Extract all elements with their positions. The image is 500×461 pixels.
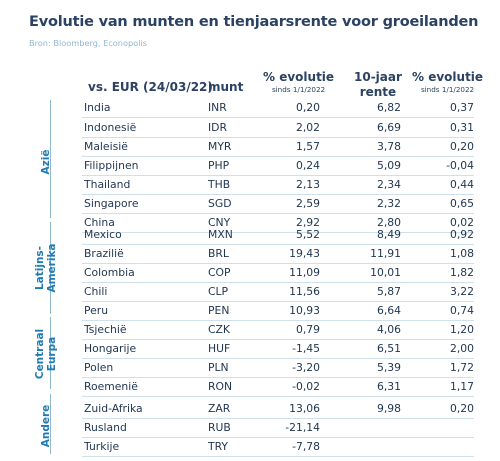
cell-yield: 5,09 <box>376 159 401 172</box>
cell-change: 2,92 <box>295 216 320 229</box>
cell-change: 19,43 <box>289 247 320 260</box>
table-row <box>82 243 474 264</box>
region-label-latam-line2: Amerika <box>46 243 58 293</box>
cell-ychange: 0,31 <box>449 121 474 134</box>
cell-country: Maleisië <box>84 140 128 153</box>
cell-yield: 6,31 <box>376 380 401 393</box>
cell-code: TRY <box>208 440 229 453</box>
table-row <box>82 417 474 438</box>
table-row <box>82 300 474 321</box>
cell-ychange: 0,37 <box>449 101 474 114</box>
cell-ychange: 0,02 <box>449 216 474 229</box>
region-label-latam-line1: Latijns- <box>34 245 46 291</box>
cell-code: CLP <box>208 285 229 298</box>
cell-country: Polen <box>84 361 114 374</box>
table-row <box>82 376 474 397</box>
cell-change: -7,78 <box>292 440 320 453</box>
header-ychange-label: % evolutie <box>412 70 484 84</box>
cell-yield: 6,64 <box>376 304 401 317</box>
cell-code: INR <box>208 101 227 114</box>
cell-code: CNY <box>208 216 231 229</box>
cell-code: CZK <box>208 323 231 336</box>
cell-yield: 2,34 <box>376 178 401 191</box>
cell-code: ZAR <box>208 402 231 415</box>
cell-yield: 3,78 <box>376 140 401 153</box>
page-title: Evolutie van munten en tienjaarsrente voor groeilanden <box>29 14 479 30</box>
region-label-latam <box>34 243 58 292</box>
cell-change: 11,56 <box>289 285 320 298</box>
region-label-asia: Azië <box>40 149 52 175</box>
cell-ychange: 2,00 <box>449 342 474 355</box>
cell-country: Filippijnen <box>84 159 139 172</box>
cell-code: SGD <box>208 197 232 210</box>
table-row <box>82 155 474 176</box>
cell-yield: 9,98 <box>376 402 401 415</box>
cell-ychange: 0,44 <box>449 178 474 191</box>
cell-change: 2,59 <box>295 197 320 210</box>
table-row <box>82 398 474 419</box>
header-ychange-sub: sinds 1/1/2022 <box>420 85 475 94</box>
header-currency: munt <box>208 80 244 94</box>
cell-change: -1,45 <box>292 342 320 355</box>
cell-country: China <box>84 216 115 229</box>
header-change-sub: sinds 1/1/2022 <box>271 85 326 94</box>
cell-yield: 2,32 <box>376 197 401 210</box>
cell-change: 11,09 <box>289 266 320 279</box>
cell-yield: 5,87 <box>376 285 401 298</box>
source-note: Bron: Bloomberg, Econopolis <box>29 38 148 48</box>
cell-ychange: 1,08 <box>449 247 474 260</box>
cell-yield: 4,06 <box>376 323 401 336</box>
cell-code: IDR <box>208 121 227 134</box>
table-row <box>82 224 474 245</box>
cell-ychange: 3,22 <box>449 285 474 298</box>
cell-yield: 5,39 <box>376 361 401 374</box>
cell-code: HUF <box>208 342 231 355</box>
cell-country: Indonesië <box>84 121 137 134</box>
table-row <box>82 262 474 283</box>
table-row <box>82 281 474 302</box>
cell-code: BRL <box>208 247 229 260</box>
cell-yield: 6,82 <box>376 101 401 114</box>
cell-country: Mexico <box>84 228 122 241</box>
cell-change: 2,13 <box>295 178 320 191</box>
cell-country: Hongarije <box>84 342 137 355</box>
cell-code: MYR <box>208 140 232 153</box>
cell-change: 1,57 <box>295 140 320 153</box>
cell-yield: 2,80 <box>376 216 401 229</box>
cell-yield: 6,69 <box>376 121 401 134</box>
cell-change: 13,06 <box>289 402 320 415</box>
cell-yield: 6,51 <box>376 342 401 355</box>
cell-change: 0,20 <box>295 101 320 114</box>
cell-change: -0,02 <box>292 380 320 393</box>
region-label-central-europe <box>34 329 58 379</box>
cell-code: RUB <box>208 421 231 434</box>
cell-country: Chili <box>84 285 108 298</box>
cell-code: PLN <box>208 361 229 374</box>
table-row <box>82 436 474 457</box>
cell-ychange: 1,82 <box>449 266 474 279</box>
cell-code: MXN <box>208 228 233 241</box>
cell-ychange: 0,20 <box>449 140 474 153</box>
cell-ychange: 0,65 <box>449 197 474 210</box>
cell-code: RON <box>208 380 233 393</box>
cell-ychange: 0,92 <box>449 228 474 241</box>
region-label-central-europe-line1: Centraal <box>34 328 46 380</box>
table-row <box>82 338 474 359</box>
cell-ychange: 0,20 <box>449 402 474 415</box>
cell-yield: 8,49 <box>376 228 401 241</box>
header-change <box>263 70 334 94</box>
cell-country: Thailand <box>84 178 131 191</box>
cell-change: 5,52 <box>295 228 320 241</box>
region-label-central-europe-line2: Eurpa <box>46 336 58 372</box>
cell-code: PHP <box>208 159 230 172</box>
cell-code: PEN <box>208 304 230 317</box>
cell-yield: 11,91 <box>370 247 401 260</box>
header-change-label: % evolutie <box>263 70 335 84</box>
cell-ychange: 0,74 <box>449 304 474 317</box>
table-row <box>82 319 474 340</box>
cell-country: Colombia <box>84 266 135 279</box>
cell-ychange: -0,04 <box>446 159 474 172</box>
header-ychange <box>412 70 483 94</box>
cell-code: THB <box>208 178 231 191</box>
header-yield <box>354 70 402 100</box>
header-yield-line2: rente <box>359 85 397 99</box>
cell-change: 0,24 <box>295 159 320 172</box>
cell-change: 2,02 <box>295 121 320 134</box>
table-row <box>82 97 474 118</box>
table-row <box>82 193 474 214</box>
cell-country: Tsjechië <box>84 323 127 336</box>
cell-country: Turkije <box>84 440 120 453</box>
cell-code: COP <box>208 266 231 279</box>
table-row <box>82 136 474 157</box>
cell-change: -3,20 <box>292 361 320 374</box>
table-row <box>82 357 474 378</box>
cell-country: Roemenië <box>84 380 138 393</box>
region-label-other: Andere <box>40 404 52 448</box>
header-country: vs. EUR (24/03/22) <box>88 80 213 94</box>
cell-change: 10,93 <box>289 304 320 317</box>
cell-ychange: 1,20 <box>449 323 474 336</box>
cell-country: Rusland <box>84 421 127 434</box>
cell-change: -21,14 <box>285 421 320 434</box>
cell-yield: 10,01 <box>370 266 401 279</box>
cell-country: Peru <box>84 304 109 317</box>
cell-country: India <box>84 101 111 114</box>
cell-country: Zuid-Afrika <box>84 402 143 415</box>
table-row <box>82 174 474 195</box>
cell-ychange: 1,17 <box>449 380 474 393</box>
cell-country: Singapore <box>84 197 139 210</box>
cell-country: Brazilië <box>84 247 124 260</box>
table-row <box>82 117 474 138</box>
cell-ychange: 1,72 <box>449 361 474 374</box>
cell-change: 0,79 <box>295 323 320 336</box>
header-yield-line1: 10-jaar <box>354 70 402 84</box>
